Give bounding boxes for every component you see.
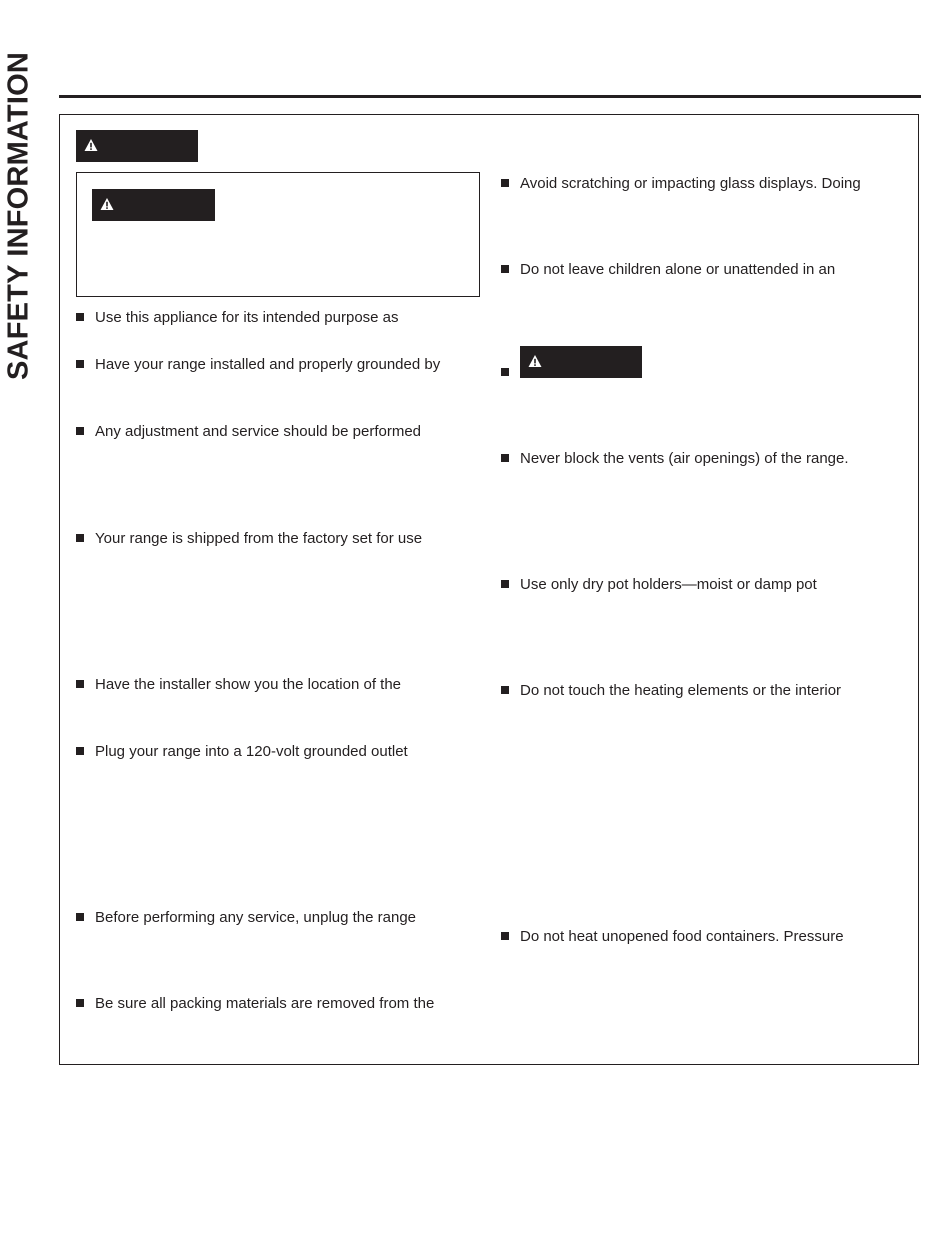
square-bullet-icon xyxy=(501,368,509,376)
square-bullet-icon xyxy=(76,680,84,688)
list-item: Do not touch the heating elements or the interior xyxy=(501,682,841,700)
square-bullet-icon xyxy=(501,454,509,462)
square-bullet-icon xyxy=(76,913,84,921)
list-item-warning xyxy=(501,364,520,382)
warning-badge-main xyxy=(76,130,198,162)
section-side-title xyxy=(3,30,35,402)
list-item: Never block the vents (air openings) of the range. xyxy=(501,450,849,468)
list-item: Use this appliance for its intended purpose as xyxy=(76,309,399,327)
square-bullet-icon xyxy=(501,686,509,694)
warning-triangle-icon xyxy=(528,354,542,368)
warning-triangle-icon xyxy=(84,138,98,152)
square-bullet-icon xyxy=(501,580,509,588)
list-item: Have the installer show you the location of the xyxy=(76,676,401,694)
warning-badge-right xyxy=(520,346,642,378)
list-item: Do not leave children alone or unattended in an xyxy=(501,261,835,279)
square-bullet-icon xyxy=(501,265,509,273)
square-bullet-icon xyxy=(76,360,84,368)
list-item: Plug your range into a 120-volt grounded outlet xyxy=(76,743,408,761)
list-item: Any adjustment and service should be performed xyxy=(76,423,421,441)
list-item: Before performing any service, unplug the range xyxy=(76,909,416,927)
warning-badge-box xyxy=(92,189,215,221)
list-item: Be sure all packing materials are removed from the xyxy=(76,995,434,1013)
square-bullet-icon xyxy=(76,999,84,1007)
square-bullet-icon xyxy=(501,932,509,940)
square-bullet-icon xyxy=(76,747,84,755)
top-rule xyxy=(59,95,921,98)
list-item: Do not heat unopened food containers. Pressure xyxy=(501,928,844,946)
list-item: Use only dry pot holders—moist or damp pot xyxy=(501,576,817,594)
warning-triangle-icon xyxy=(100,197,114,211)
square-bullet-icon xyxy=(76,313,84,321)
section-side-title-text: SAFETY INFORMATION xyxy=(2,52,35,380)
list-item: Avoid scratching or impacting glass displays. Doing xyxy=(501,175,861,193)
square-bullet-icon xyxy=(76,427,84,435)
list-item: Have your range installed and properly grounded by xyxy=(76,356,440,374)
square-bullet-icon xyxy=(501,179,509,187)
square-bullet-icon xyxy=(76,534,84,542)
list-item: Your range is shipped from the factory set for use xyxy=(76,530,422,548)
